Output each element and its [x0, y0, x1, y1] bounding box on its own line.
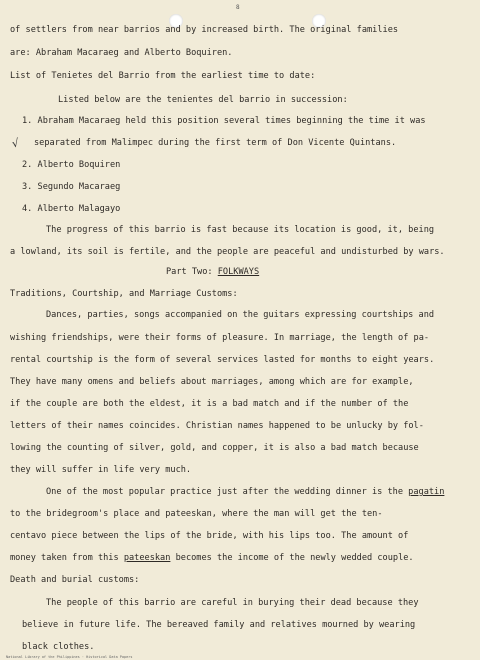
text-line: They have many omens and beliefs about marriages, among which are for example,: [10, 377, 414, 387]
text-line: a lowland, its soil is fertile, and the people are peaceful and undisturbed by wars.: [10, 247, 445, 257]
popular-practice-line: [46, 487, 444, 497]
part-title: FOLKWAYS: [217, 267, 260, 277]
page-number: 8: [236, 4, 240, 11]
text-line: 1. Abraham Macaraeg held this position several times beginning the time it was: [22, 116, 426, 126]
text-line: 3. Segundo Macaraeg: [22, 182, 121, 192]
text-line: The progress of this barrio is fast because its location is good, it, being: [46, 225, 435, 235]
text-line: wishing friendships, were their forms of pleasure. In marriage, the length of pa-: [10, 333, 430, 343]
money-line: [10, 553, 414, 563]
text-line: are: Abraham Macaraeg and Alberto Boquiren.: [10, 48, 233, 58]
pagatin-term: pagatin: [408, 487, 445, 497]
text-line: of settlers from near barrios and by increased birth. The original families: [10, 25, 399, 35]
pateeskan-term: pateeskan: [123, 553, 171, 563]
money-line-text: money taken from this: [10, 553, 124, 563]
text-line: rental courtship is the form of several services lasted for months to eight years.: [10, 355, 435, 365]
money-line-rest: becomes the income of the newly wedded couple.: [175, 553, 414, 563]
text-line: lowing the counting of silver, gold, and copper, it is also a bad match because: [10, 443, 419, 453]
text-line: letters of their names coincides. Christian names happened to be unlucky by fol-: [10, 421, 424, 431]
text-line: Listed below are the tenientes del barrio in succession:: [58, 95, 348, 105]
text-line: they will suffer in life very much.: [10, 465, 192, 475]
part-heading: [166, 267, 259, 277]
text-line: believe in future life. The bereaved family and relatives mourned by wearing: [22, 620, 416, 630]
archive-footer: National Library of the Philippines · Historical Data Papers: [6, 655, 133, 659]
text-line: separated from Malimpec during the first term of Don Vicente Quintans.: [34, 138, 397, 148]
text-line: centavo piece between the lips of the bride, with his lips too. The amount of: [10, 531, 409, 541]
text-line: Death and burial customs:: [10, 575, 140, 585]
text-line: to the bridegroom's place and pateeskan, where the man will get the ten-: [10, 509, 383, 519]
popular-practice-text: One of the most popular practice just after the wedding dinner is the: [46, 487, 409, 497]
text-line: List of Tenietes del Barrio from the earliest time to date:: [10, 71, 316, 81]
text-line: Dances, parties, songs accompanied on the guitars expressing courtships and: [46, 310, 435, 320]
text-line: 2. Alberto Boquiren: [22, 160, 121, 170]
text-line: The people of this barrio are careful in burying their dead because they: [46, 598, 419, 608]
text-line: if the couple are both the eldest, it is a bad match and if the number of the: [10, 399, 409, 409]
text-line: black clothes.: [22, 642, 95, 652]
text-line: 4. Alberto Malagayo: [22, 204, 121, 214]
text-line: Traditions, Courtship, and Marriage Customs:: [10, 289, 238, 299]
check-mark: √: [10, 136, 21, 151]
part-label: Part Two:: [166, 267, 218, 277]
